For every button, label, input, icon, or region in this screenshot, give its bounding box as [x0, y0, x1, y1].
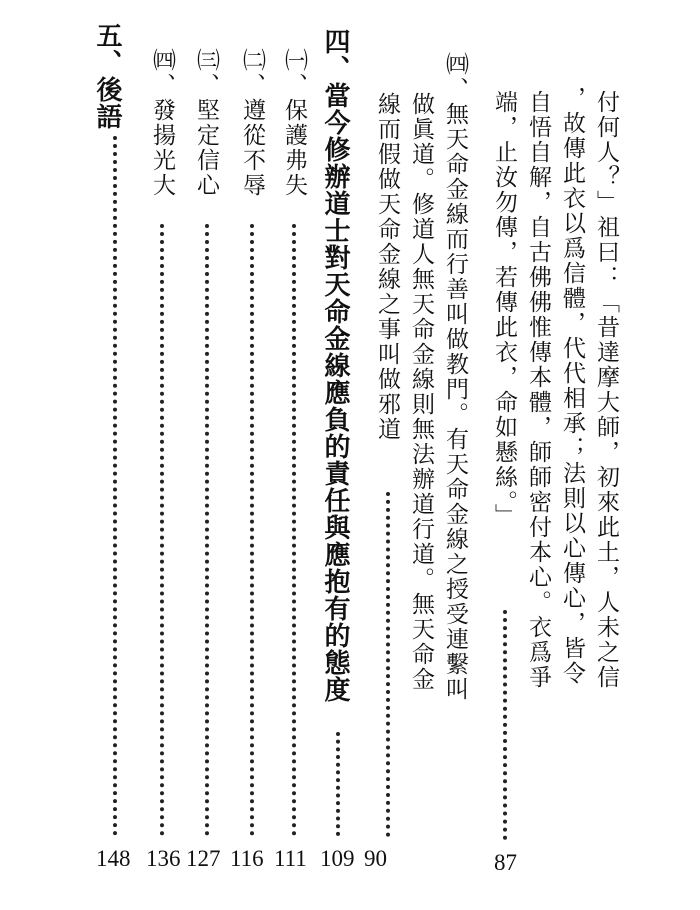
page-number: 90 — [364, 846, 387, 871]
toc-item: ㈢、堅定信心 — [193, 48, 219, 198]
text-column-1: 付何人？」祖曰：「昔達摩大師，初來此土，人未之信 — [593, 90, 619, 690]
page-number: 136 — [146, 846, 181, 871]
leader-dots — [205, 224, 209, 836]
text-column-5: ㈣、無天命金線而行善叫做教門。有天命金線之授受連繫叫 — [442, 52, 468, 702]
page-number: 109 — [320, 846, 355, 871]
leader-dots — [160, 224, 164, 836]
leader-dots — [503, 610, 507, 840]
leader-dots — [386, 492, 390, 837]
section-heading: 四、當今修辦道士對天命金線應負的責任與應抱有的態度 — [320, 28, 350, 703]
text-column-4: 端，止汝勿傳，若傳此衣，命如懸絲。」 — [491, 90, 517, 529]
text-column-2: ，故傳此衣以爲信體，代代相承；法則以心傳心，皆令 — [559, 86, 585, 686]
page-number: 116 — [230, 846, 264, 871]
text-column-3: 自悟自解，自古佛佛惟傳本體，師師密付本心。衣爲爭 — [525, 90, 551, 690]
leader-dots — [113, 136, 117, 836]
page-number: 127 — [186, 846, 221, 871]
leader-dots — [292, 224, 296, 836]
toc-item: ㈡、遵從不辱 — [239, 48, 265, 198]
section-heading: 五、後語 — [92, 22, 122, 130]
page-number: 148 — [96, 846, 131, 871]
page-number: 111 — [274, 846, 307, 871]
text-column-6: 做眞道。修道人無天命金線則無法辦道行道。無天命金 — [408, 92, 434, 692]
toc-item: ㈠、保護弗失 — [281, 48, 307, 198]
page-number: 87 — [494, 850, 517, 875]
toc-item: ㈣、發揚光大 — [149, 48, 175, 198]
leader-dots — [336, 732, 340, 836]
text-column-7: 線而假做天命金線之事叫做邪道 — [374, 92, 400, 442]
leader-dots — [250, 224, 254, 836]
